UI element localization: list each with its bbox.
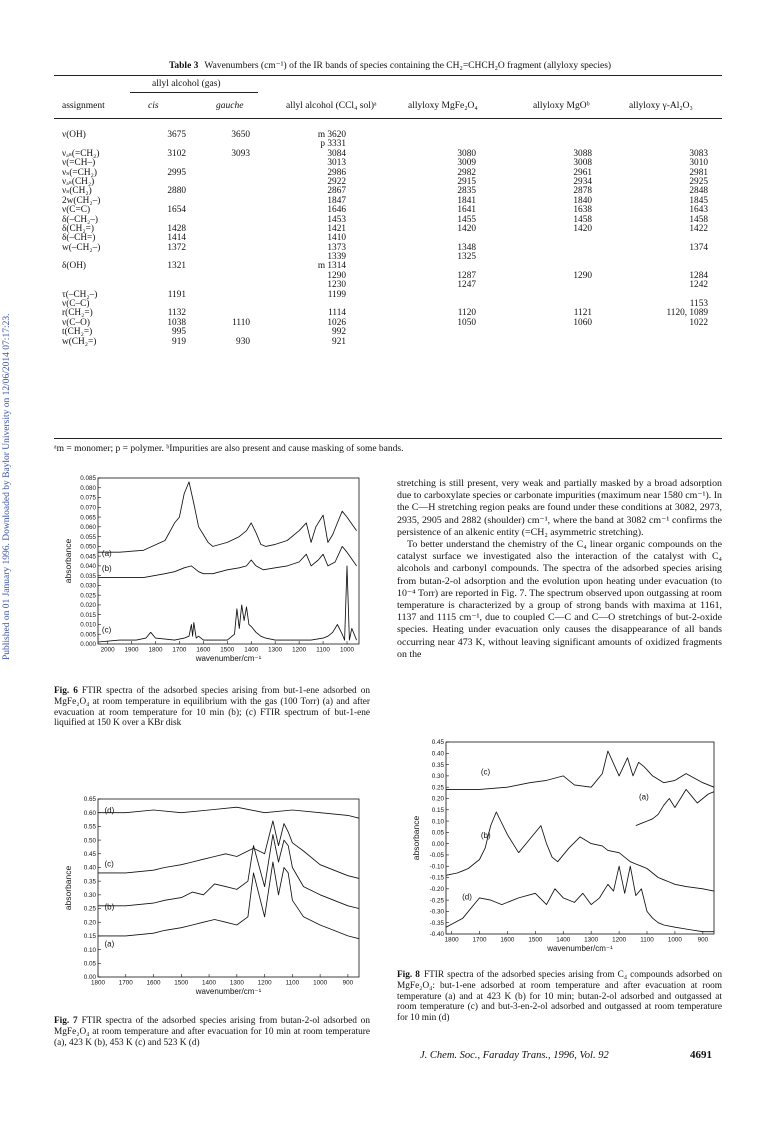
table-cell: 1638 [573, 205, 592, 216]
table-cell: 2934 [573, 176, 592, 187]
table-cell: 1290 [327, 270, 346, 281]
table-cell: 2981 [689, 167, 708, 178]
table-cell: 1050 [457, 317, 476, 328]
table-caption [110, 60, 670, 71]
table-cell: 3093 [231, 148, 250, 159]
header-cis: cis [148, 101, 159, 111]
table-cell: 921 [332, 336, 346, 347]
body-paragraph-2: To better understand the chemistry of the C₄ linear organic compounds on the catalyst surface we investigated also the interaction of the catalyst with C₄ alcohols and carbonyl compounds. The spectra of the adsorbed species arising from butan-2-ol adsorption and the evolution upon heating under evacuation (to 10⁻⁴ Torr) are reported in Fig. 7. The spectrum observed upon outgassing at room temperature is characterized by a group of strong bands with maxima at 1161, 1137 and 1115 cm⁻¹, due to coupled C—C and C—O stretchings of but-2-oxide species. Heating under evacuation only causes the disappearance of all bands occurring near 473 K, without leaving significant amounts of oxidized fragments on the [397, 539, 722, 660]
y-tick-label: 0.25 [431, 784, 444, 792]
x-tick-label: 1000 [340, 646, 355, 654]
y-tick-label: 0.35 [431, 761, 444, 769]
x-axis-label: wavenumber/cm⁻¹ [195, 987, 262, 996]
y-tick-label: -0.05 [429, 852, 444, 860]
table-cell: t(CH₂=) [62, 327, 93, 338]
table-row [54, 150, 722, 159]
y-tick-label: 0.10 [431, 818, 444, 826]
x-tick-label: 1000 [313, 979, 328, 987]
header-mgfe2o4: allyloxy MgFe₂O₄ [408, 101, 478, 111]
y-tick-label: 0.055 [80, 533, 96, 541]
x-tick-label: 1400 [244, 646, 259, 654]
table-cell: 1339 [327, 252, 346, 263]
table-number: Table 3 [168, 61, 199, 71]
table-cell: 2986 [327, 167, 346, 178]
table-cell: 1845 [689, 195, 708, 206]
table-cell: 1026 [327, 317, 346, 328]
y-tick-label: 0.050 [80, 543, 96, 551]
table-cell: δ(CH₂=) [62, 223, 94, 234]
y-tick-label: 0.085 [80, 475, 96, 483]
fig6-chart [54, 472, 369, 677]
table-cell: δ(–CH=) [62, 233, 96, 244]
table-cell: 2961 [573, 167, 592, 178]
x-tick-label: 1800 [90, 979, 106, 987]
fig8-chart [396, 738, 722, 968]
table-cell: 3084 [327, 148, 346, 159]
y-tick-label: 0.05 [431, 829, 444, 837]
table-cell: 3010 [689, 158, 708, 169]
table-cell: 1840 [573, 195, 592, 206]
table-row [54, 140, 722, 149]
table-row [54, 272, 722, 281]
table-cell: ν(=CH–) [62, 158, 96, 169]
table-cell: 3650 [231, 130, 250, 140]
x-tick-label: 1800 [444, 936, 459, 944]
y-tick-label: 0.60 [83, 809, 96, 817]
series-label: (b) [104, 902, 115, 912]
table-cell: 3080 [457, 148, 476, 159]
table-cell: 995 [172, 327, 186, 338]
y-tick-label: 0.075 [80, 494, 96, 502]
y-tick-label: -0.15 [429, 874, 444, 882]
x-tick-label: 1500 [220, 646, 235, 654]
y-tick-label: 0.50 [83, 837, 96, 845]
table-cell: 2w(CH₂–) [62, 195, 101, 206]
series-label: (d) [462, 892, 472, 902]
table-cell: m 1314 [317, 261, 346, 272]
table-row [54, 319, 722, 328]
series-label: (a) [638, 792, 649, 802]
table-cell: δ(–CH₂–) [62, 214, 99, 225]
series-label: (b) [101, 563, 112, 573]
y-tick-label: 0.035 [80, 572, 96, 580]
table-cell: 2835 [457, 186, 476, 197]
x-tick-label: 1500 [174, 979, 189, 987]
table-cell: 2982 [457, 167, 476, 178]
y-tick-label: 0.40 [431, 750, 444, 758]
header-al2o3: allyloxy γ-Al₂O₃ [629, 101, 693, 111]
table-cell: νₛ(=CH₂) [62, 167, 97, 178]
x-tick-label: 1200 [257, 979, 272, 987]
y-tick-label: 0.030 [80, 582, 96, 590]
table-cell: 1247 [457, 280, 476, 291]
table-cell: 3102 [167, 148, 186, 159]
table-row [54, 159, 722, 168]
header-gauche: gauche [216, 101, 244, 111]
y-tick-label: 0.040 [80, 563, 96, 571]
x-axis-label: wavenumber/cm⁻¹ [195, 654, 262, 663]
table-cell: 1373 [327, 242, 346, 253]
y-tick-label: 0.015 [80, 611, 96, 619]
x-tick-label: 1800 [148, 646, 163, 654]
fig8-caption-text: FTIR spectra of the adsorbed species arising from C₄ compounds adsorbed on MgFe₂O₄: but-1-ene adsorbed at room temperature and after evacuation at room temperature (a) and at 423 K (b) for 10 min; butan-2-ol adsorbed and outgassed at room temperature (c) and but-3-en-2-ol adsorbed and outgassed at room temperature for 10 min (d) [397, 970, 722, 1024]
table-cell: ν(C–O) [62, 317, 90, 328]
y-tick-label: 0.080 [80, 484, 96, 492]
y-tick-label: 0.045 [80, 553, 96, 561]
table-group-header: allyl alcohol (gas) [152, 79, 221, 89]
y-tick-label: 0.05 [83, 960, 96, 968]
sidebar-note-text: Published on 01 January 1996. Downloaded by Baylor University on 12/06/2014 07:17:23. [2, 313, 12, 660]
y-tick-label: 0.65 [83, 796, 96, 804]
x-tick-label: 1100 [316, 646, 330, 654]
y-tick-label: 0.025 [80, 592, 96, 600]
table-cell: w(–CH₂–) [62, 242, 101, 253]
table-row [54, 291, 722, 300]
y-tick-label: 0.070 [80, 504, 96, 512]
x-tick-label: 1100 [285, 979, 300, 987]
y-tick-label: 0.45 [83, 850, 96, 858]
series-label: (c) [480, 767, 491, 777]
table-cell: 1284 [689, 270, 708, 281]
table-cell: 2995 [167, 167, 186, 178]
x-tick-label: 1900 [124, 646, 139, 654]
table-cell: 1038 [167, 317, 186, 328]
series-label: (b) [480, 831, 491, 840]
table-cell: 1230 [327, 280, 346, 291]
table-cell: w(CH₂=) [62, 336, 97, 347]
table-row [54, 131, 722, 140]
fig7-caption-label: Fig. 7 [54, 1016, 78, 1026]
y-tick-label: 0.005 [80, 631, 96, 639]
table-row [54, 309, 722, 318]
ir-band-table [54, 131, 722, 347]
y-tick-label: 0.000 [80, 641, 96, 649]
table-row [54, 328, 722, 337]
y-tick-label: 0.25 [83, 905, 96, 913]
table-cell: 1110 [232, 317, 250, 328]
x-tick-label: 1400 [556, 936, 571, 944]
table-cell: r(CH₂=) [62, 308, 93, 319]
series-label: (c) [101, 625, 112, 635]
x-tick-label: 900 [697, 936, 709, 944]
table-cell: ν(OH) [62, 130, 86, 140]
y-tick-label: 0.40 [83, 864, 96, 872]
table-cell: 1455 [457, 214, 476, 225]
table-cell: 1422 [689, 223, 708, 234]
table-row [54, 244, 722, 253]
table-cell: 1453 [327, 214, 346, 225]
y-tick-label: 0.00 [431, 840, 444, 848]
table-cell: 919 [172, 336, 186, 347]
table-cell: 2915 [457, 176, 476, 187]
table-cell: 930 [236, 336, 250, 347]
y-tick-label: 0.10 [83, 946, 96, 954]
table-row [54, 262, 722, 271]
y-tick-label: -0.40 [429, 931, 444, 939]
x-tick-label: 1600 [500, 936, 515, 944]
table-cell: 1414 [167, 233, 186, 244]
x-tick-label: 1600 [146, 979, 161, 987]
table-cell: m 3620 [317, 130, 346, 140]
x-tick-label: 1200 [612, 936, 627, 944]
table-cell: 2925 [689, 176, 708, 187]
table-cell: 1242 [689, 280, 708, 291]
series-line-b [446, 812, 714, 891]
x-tick-label: 1300 [268, 646, 283, 654]
series-label: (c) [104, 859, 114, 869]
series-line-c [98, 821, 359, 879]
table-cell: 1325 [457, 252, 476, 263]
table-cell: 1643 [689, 205, 708, 216]
table-row [54, 300, 722, 309]
sidebar-download-note [2, 140, 16, 660]
table-cell: 1191 [167, 289, 186, 300]
table-cell: 1114 [328, 308, 346, 319]
table-cell: νₐₛ(=CH₂) [62, 148, 100, 159]
body-paragraph-1: stretching is still present, very weak and partially masked by a broad adsorption due to carboxylate species or carbonate impurities (maximum near 1580 cm⁻¹). In the C—H stretching region peaks are found under these conditions at 3082, 2973, 2935, 2905 and 2882 (shoulder) cm⁻¹, where the band at 3082 cm⁻¹ confirms the persistence of an alkenic entity (=CH₂ asymmetric stretching). [397, 478, 722, 538]
table-cell: 1120 [457, 308, 476, 319]
table-cell: 1153 [689, 299, 708, 310]
table-caption-text: Wavenumbers (cm⁻¹) of the IR bands of species containing the CH₂=CHCH₂O fragment (allyloxy species) [204, 61, 612, 71]
table-row [54, 197, 722, 206]
table-cell: 1290 [573, 270, 592, 281]
table-cell: 1458 [573, 214, 592, 225]
x-tick-label: 1000 [667, 936, 682, 944]
table-cell: 992 [332, 327, 346, 338]
x-tick-label: 1500 [528, 936, 543, 944]
table-cell: 3088 [573, 148, 592, 159]
table-cell: 1420 [573, 223, 592, 234]
table-cell: 1132 [167, 308, 186, 319]
header-mgo: allyloxy MgOᵇ [533, 101, 590, 111]
table-row [54, 206, 722, 215]
y-tick-label: 0.30 [431, 773, 444, 781]
table-cell: 3013 [327, 158, 346, 169]
table-bottom-rule [54, 438, 722, 439]
fig7-chart [54, 793, 369, 1008]
x-tick-label: 900 [342, 979, 354, 987]
x-tick-label: 2000 [100, 646, 115, 654]
table-row [54, 225, 722, 234]
x-axis-label: wavenumber/cm⁻¹ [547, 944, 613, 953]
x-tick-label: 1200 [292, 646, 307, 654]
series-line-d [446, 866, 714, 932]
table-cell: νₐₛ(CH₂) [62, 176, 95, 187]
y-tick-label: 0.55 [83, 823, 96, 831]
y-tick-label: -0.30 [429, 908, 444, 916]
y-tick-label: -0.20 [429, 886, 444, 894]
x-tick-label: 1600 [196, 646, 211, 654]
x-tick-label: 1300 [584, 936, 599, 944]
table-row [54, 187, 722, 196]
table-cell: 1120, 1089 [666, 308, 708, 319]
table-cell: 1022 [689, 317, 708, 328]
table-row [54, 169, 722, 178]
fig6-caption-label: Fig. 6 [54, 686, 78, 696]
x-tick-label: 1700 [172, 646, 187, 654]
y-axis-label: absorbance [411, 815, 421, 861]
table-cell: 1646 [327, 205, 346, 216]
y-tick-label: 0.065 [80, 514, 96, 522]
y-tick-label: 0.20 [83, 919, 96, 927]
table-cell: 1060 [573, 317, 592, 328]
y-tick-label: 0.20 [431, 795, 444, 803]
table-cell: 1121 [573, 308, 592, 319]
fig8-caption-label: Fig. 8 [397, 970, 420, 980]
y-tick-label: 0.30 [83, 892, 96, 900]
table-cell: τ(–CH₂–) [62, 289, 98, 300]
fig7-caption [54, 1016, 370, 1048]
table-cell: 1641 [457, 205, 476, 216]
table-cell: νₛ(CH₂) [62, 186, 92, 197]
y-axis-label: absorbance [63, 538, 73, 584]
table-cell: 1841 [457, 195, 476, 206]
table-cell: 3008 [573, 158, 592, 169]
table-cell: p 3331 [320, 139, 346, 150]
table-cell: 3083 [689, 148, 708, 159]
table-footnote: ᵃm = monomer; p = polymer. ᵇImpurities are also present and cause masking of some bands. [54, 444, 404, 454]
table-cell: 3009 [457, 158, 476, 169]
series-label: (a) [101, 549, 112, 559]
table-cell: δ(OH) [62, 261, 87, 272]
header-rule [54, 118, 722, 119]
table-cell: 1421 [327, 223, 346, 234]
header-ccl4: allyl alcohol (CCl₄ sol)ᵃ [286, 101, 377, 111]
x-tick-label: 1700 [472, 936, 487, 944]
series-label: (a) [104, 939, 115, 949]
body-text [397, 478, 722, 661]
y-axis-label: absorbance [63, 865, 73, 911]
y-tick-label: 0.15 [431, 806, 444, 814]
table-cell: 1321 [167, 261, 186, 272]
table-cell: 2867 [327, 186, 346, 197]
table-row [54, 253, 722, 262]
table-row [54, 281, 722, 290]
x-tick-label: 1700 [118, 979, 133, 987]
x-tick-label: 1400 [202, 979, 217, 987]
series-line-a [98, 859, 359, 939]
table-row [54, 178, 722, 187]
table-cell: 2878 [573, 186, 592, 197]
table-cell: 1287 [457, 270, 476, 281]
x-tick-label: 1100 [640, 936, 654, 944]
table-cell: 2922 [327, 176, 346, 187]
y-tick-label: 0.35 [83, 878, 96, 886]
table-cell: 2880 [167, 186, 186, 197]
table-cell: 1374 [689, 242, 708, 253]
table-cell: 1199 [327, 289, 346, 300]
table-cell: 3675 [167, 130, 186, 140]
header-assignment: assignment [62, 101, 105, 111]
table-cell: 1428 [167, 223, 186, 234]
plot-frame [98, 799, 359, 977]
table-top-rule [54, 75, 722, 76]
series-line-a [98, 482, 357, 552]
group-header-rule [130, 92, 258, 93]
fig7-caption-text: FTIR spectra of the adsorbed species arising from butan-2-ol adsorbed on MgFe₂O₄ at room temperature and after evacuation for 10 min at room temperature (a), 423 K (b), 453 K (c) and 523 K (d) [54, 1016, 370, 1048]
y-tick-label: 0.010 [80, 621, 96, 629]
page-number: 4691 [690, 1049, 712, 1061]
y-tick-label: 0.00 [83, 974, 96, 982]
table-cell: ν(C–C) [62, 299, 90, 310]
series-line-d [98, 807, 359, 818]
fig8-caption [397, 970, 722, 1024]
y-tick-label: -0.35 [429, 919, 444, 927]
y-tick-label: -0.10 [429, 863, 444, 871]
table-cell: 1420 [457, 223, 476, 234]
table-cell: 1348 [457, 242, 476, 253]
fig6-caption [54, 686, 370, 729]
table-cell: 1410 [327, 233, 346, 244]
y-tick-label: 0.45 [431, 739, 444, 747]
table-row [54, 234, 722, 243]
fig6-caption-text: FTIR spectra of the adsorbed species arising from but-1-ene adsorbed on MgFe₂O₄ at room temperature in equilibrium with the gas (100 Torr) (a) and after evacuation at room temperature for 10 min (b); (c) FTIR spectrum of but-1-ene liquified at 150 K over a KBr disk [54, 686, 371, 729]
y-tick-label: 0.15 [83, 933, 96, 941]
journal-citation: J. Chem. Soc., Faraday Trans., 1996, Vol. 92 [420, 1050, 609, 1061]
table-row [54, 216, 722, 225]
table-cell: 1372 [167, 242, 186, 253]
x-tick-label: 1300 [229, 979, 244, 987]
y-tick-label: 0.060 [80, 524, 96, 532]
table-cell: ν(C=C) [62, 205, 91, 216]
table-cell: 2848 [689, 186, 708, 197]
y-tick-label: -0.25 [429, 897, 444, 905]
table-cell: 1847 [327, 195, 346, 206]
table-row [54, 338, 722, 347]
table-cell: 1654 [167, 205, 186, 216]
table-cell: 1458 [689, 214, 708, 225]
y-tick-label: 0.020 [80, 602, 96, 610]
plot-frame [98, 478, 359, 644]
series-label: (d) [104, 806, 115, 816]
